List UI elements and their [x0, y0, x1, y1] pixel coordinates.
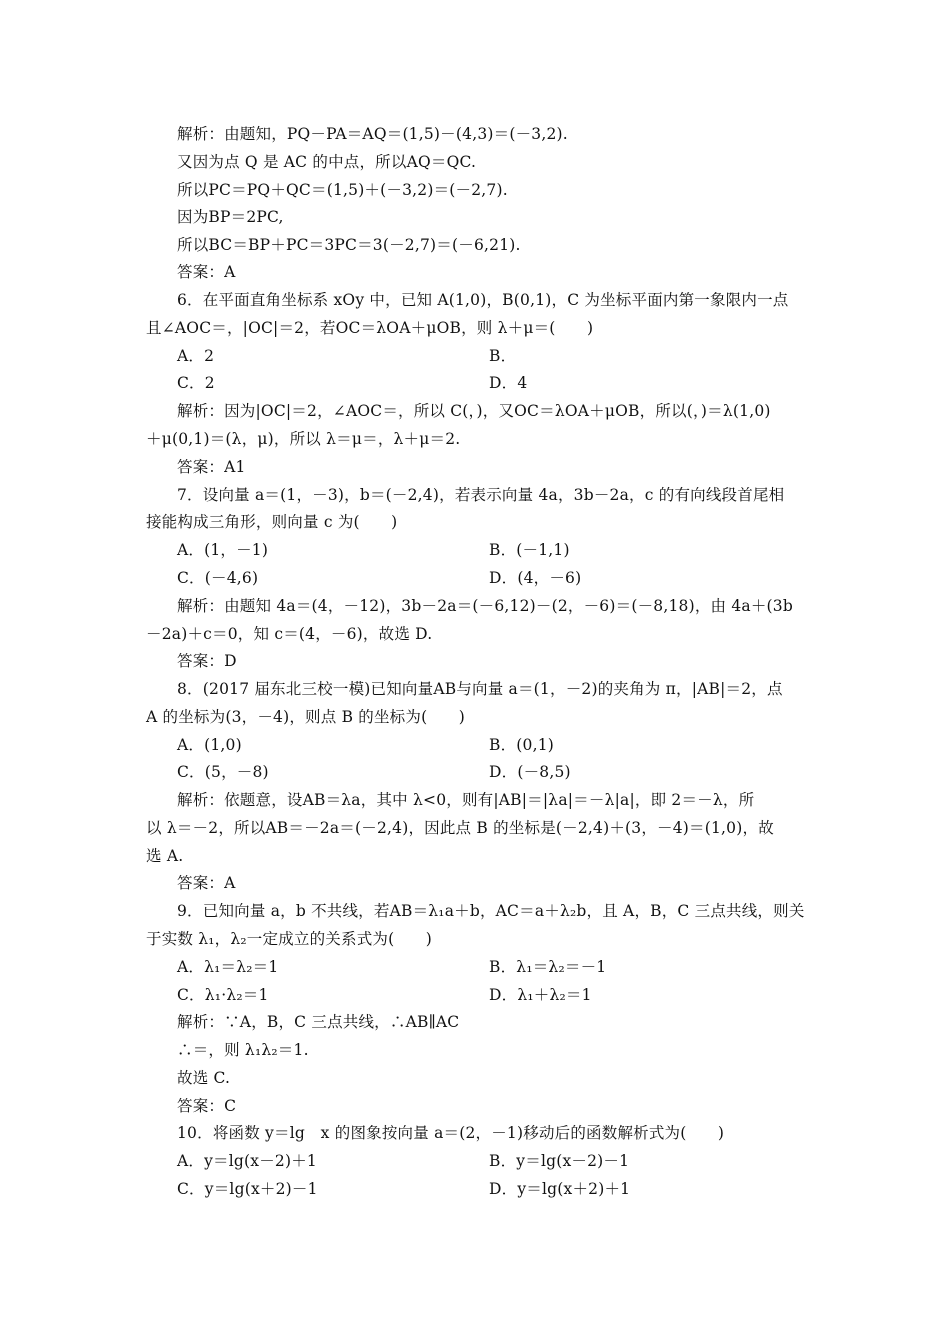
- answer-line: 答案：A1: [177, 458, 246, 476]
- option-c: C．(－4,6): [177, 569, 259, 587]
- question-10-stem: 10．将函数 y＝lg x 的图象按向量 a＝(2，－1)移动后的函数解析式为( ): [177, 1124, 725, 1142]
- option-b: B．(－1,1): [489, 541, 570, 559]
- option-d: D．(－8,5): [489, 763, 571, 781]
- answer-line: 答案：A: [177, 874, 236, 892]
- option-a: A．λ₁＝λ₂＝1: [177, 958, 279, 976]
- option-b: B．λ₁＝λ₂＝－1: [489, 958, 607, 976]
- solution-line: 又因为点 Q 是 AC 的中点，所以AQ＝QC.: [177, 153, 477, 171]
- option-d: D．λ₁＋λ₂＝1: [489, 986, 592, 1004]
- solution-line: 以 λ＝－2，所以AB＝－2a＝(－2,4)，因此点 B 的坐标是(－2,4)＋(3，－4)＝(1,0)，故: [146, 819, 774, 837]
- solution-line: ∴＝，则 λ₁λ₂＝1.: [177, 1041, 309, 1059]
- solution-line: 解析：依题意，设AB＝λa，其中 λ<0，则有|AB|＝|λa|＝－λ|a|，即 2＝－λ，所: [177, 791, 755, 809]
- solution-line: ＋μ(0,1)＝(λ，μ)，所以 λ＝μ＝，λ＋μ＝2.: [146, 430, 461, 448]
- question-6-stem: 且∠AOC＝，|OC|＝2，若OC＝λOA＋μOB，则 λ＋μ＝( ): [146, 319, 594, 337]
- option-d: D．(4，－6): [489, 569, 582, 587]
- option-c: C．y＝lg(x＋2)－1: [177, 1180, 318, 1198]
- option-b: B．(0,1): [489, 736, 555, 754]
- question-6-stem: 6．在平面直角坐标系 xOy 中，已知 A(1,0)，B(0,1)，C 为坐标平面内第一象限内一点: [177, 291, 789, 309]
- option-a: A．2: [177, 347, 215, 365]
- question-7-stem: 7．设向量 a＝(1，－3)，b＝(－2,4)，若表示向量 4a，3b－2a，c 的有向线段首尾相: [177, 486, 785, 504]
- question-9-stem: 于实数 λ₁，λ₂一定成立的关系式为( ): [146, 930, 432, 948]
- solution-line: 选 A.: [146, 847, 184, 865]
- answer-line: 答案：C: [177, 1097, 237, 1115]
- question-9-stem: 9．已知向量 a，b 不共线，若AB＝λ₁a＋b，AC＝a＋λ₂b，且 A，B，C 三点共线，则关: [177, 902, 805, 920]
- option-c: C．λ₁·λ₂＝1: [177, 986, 269, 1004]
- option-b: B．: [489, 347, 517, 365]
- solution-line: 所以PC＝PQ＋QC＝(1,5)＋(－3,2)＝(－2,7).: [177, 181, 508, 199]
- option-a: A．(1,0): [177, 736, 242, 754]
- solution-line: 故选 C.: [177, 1069, 231, 1087]
- solution-line: 解析：因为|OC|＝2，∠AOC＝，所以 C(，)，又OC＝λOA＋μOB，所以(，)＝λ(1,0): [177, 402, 771, 420]
- solution-line: 所以BC＝BP＋PC＝3PC＝3(－2,7)＝(－6,21).: [177, 236, 521, 254]
- answer-line: 答案：D: [177, 652, 237, 670]
- solution-line: 解析：由题知 4a＝(4，－12)，3b－2a＝(－6,12)－(2，－6)＝(－8,18)，由 4a＋(3b: [177, 597, 793, 615]
- question-7-stem: 接能构成三角形，则向量 c 为( ): [146, 513, 398, 531]
- solution-line: 因为BP＝2PC,: [177, 208, 284, 226]
- option-c: C．(5，－8): [177, 763, 269, 781]
- solution-line: 解析：∵A，B，C 三点共线，∴AB∥AC: [177, 1013, 460, 1031]
- option-b: B．y＝lg(x－2)－1: [489, 1152, 630, 1170]
- question-8-stem: A 的坐标为(3，－4)，则点 B 的坐标为( ): [146, 708, 465, 726]
- option-d: D．4: [489, 374, 528, 392]
- solution-line: 解析：由题知，PQ－PA＝AQ＝(1,5)－(4,3)＝(－3,2).: [177, 125, 568, 143]
- option-d: D．y＝lg(x＋2)＋1: [489, 1180, 631, 1198]
- answer-line: 答案：A: [177, 263, 236, 281]
- option-a: A．y＝lg(x－2)＋1: [177, 1152, 317, 1170]
- option-a: A．(1，－1): [177, 541, 269, 559]
- option-c: C．2: [177, 374, 215, 392]
- solution-line: －2a)＋c＝0，知 c＝(4，－6)，故选 D.: [146, 625, 433, 643]
- question-8-stem: 8．(2017 届东北三校一模)已知向量AB与向量 a＝(1，－2)的夹角为 π，|AB|＝2，点: [177, 680, 783, 698]
